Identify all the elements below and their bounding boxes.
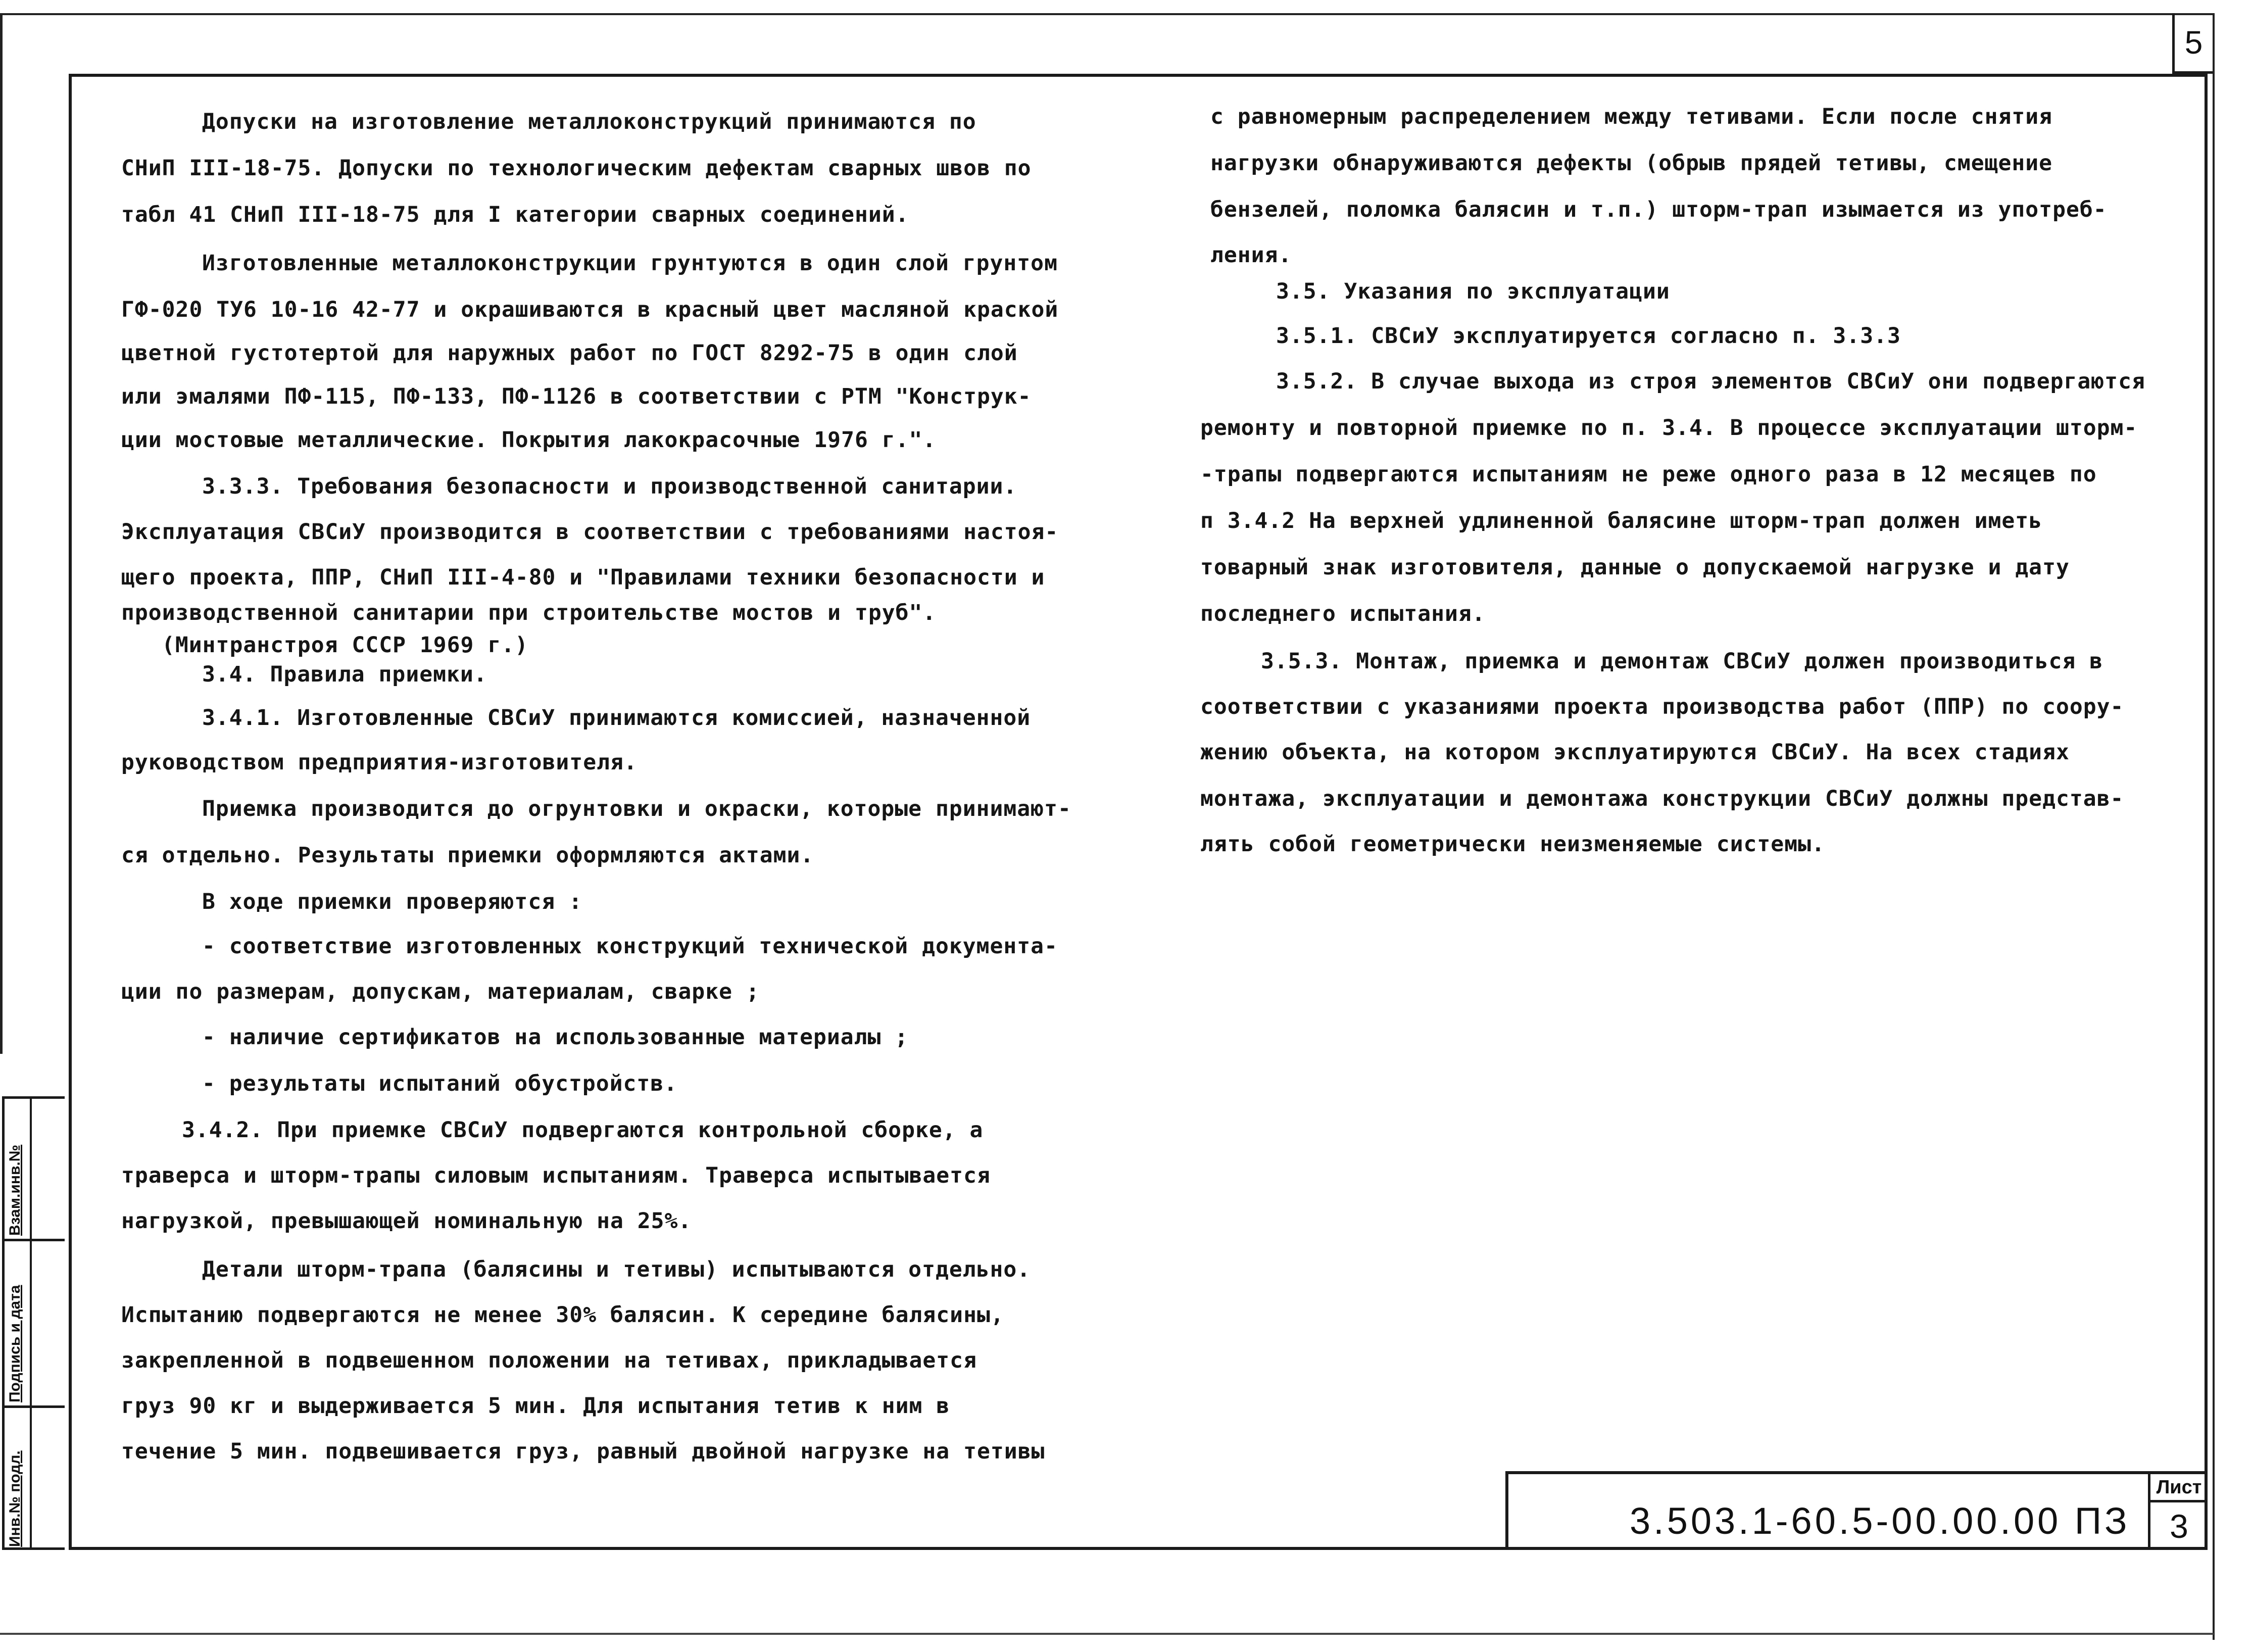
text-line: Приемка производится до огрунтовки и окраски, которые принимают-	[202, 796, 1071, 821]
text-line: 3.5.1. СВСиУ эксплуатируется согласно п. 3.3.3	[1276, 323, 1901, 349]
text-line: -трапы подвергаются испытаниям не реже одного раза в 12 месяцев по	[1200, 462, 2097, 487]
text-line: табл 41 СНиП III-18-75 для I категории сварных соединений.	[121, 202, 909, 227]
text-line: нагрузки обнаруживаются дефекты (обрыв прядей тетивы, смещение	[1210, 151, 2053, 176]
binding-label-podpis: Подпись и дата	[7, 1285, 23, 1402]
text-line: щего проекта, ППР, СНиП III-4-80 и "Правилами техники безопасности и	[121, 565, 1045, 590]
text-line: Испытанию подвергаются не менее 30% балясин. К середине балясины,	[121, 1302, 1004, 1328]
binding-stamp	[2, 1096, 65, 1550]
sheet-cell	[2148, 1474, 2208, 1550]
text-line: Детали шторм-трапа (балясины и тетивы) испытываются отдельно.	[202, 1257, 1031, 1282]
text-line: - наличие сертификатов на использованные материалы ;	[202, 1025, 909, 1050]
text-line: последнего испытания.	[1200, 601, 1486, 626]
text-line: Допуски на изготовление металлоконструкций принимаются по	[202, 109, 976, 134]
binding-cell-inv	[5, 1408, 65, 1550]
text-line: п 3.4.2 На верхней удлиненной балясине шторм-трап должен иметь	[1200, 508, 2043, 533]
text-line: 3.4. Правила приемки.	[202, 662, 487, 687]
text-line: соответствии с указаниями проекта производства работ (ППР) по соору-	[1200, 694, 2124, 719]
text-line: цветной густотертой для наружных работ по ГОСТ 8292-75 в один слой	[121, 341, 1018, 366]
text-line: монтажа, эксплуатации и демонтажа конструкции СВСиУ должны представ-	[1200, 786, 2124, 811]
sheet-label: Лист	[2150, 1474, 2208, 1502]
text-line: или эмалями ПФ-115, ПФ-133, ПФ-1126 в соответствии с РТМ "Конструк-	[121, 384, 1032, 409]
text-line: руководством предприятия-изготовителя.	[121, 750, 638, 775]
text-line: лять собой геометрически неизменяемые системы.	[1200, 832, 1825, 857]
text-line: - соответствие изготовленных конструкций технической документа-	[202, 934, 1058, 959]
text-line: бензелей, поломка балясин и т.п.) шторм-трап изымается из употреб-	[1210, 197, 2107, 222]
left-text-column	[121, 109, 1132, 1483]
text-line: 3.3.3. Требования безопасности и производственной санитарии.	[202, 474, 1017, 499]
text-line: течение 5 мин. подвешивается груз, равный двойной нагрузке на тетивы	[121, 1439, 1045, 1464]
text-line: (Минтранстроя СССР 1969 г.)	[162, 633, 528, 658]
page-number: 5	[2172, 13, 2213, 74]
sheet-top-border	[0, 13, 2213, 15]
text-line: Изготовленные металлоконструкции грунтуются в один слой грунтом	[202, 251, 1058, 276]
text-line: траверса и шторм-трапы силовым испытаниям. Траверса испытывается	[121, 1163, 991, 1188]
sheet-number: 3	[2170, 1508, 2188, 1545]
text-line: ГФ-020 ТУ6 10-16 42-77 и окрашиваются в красный цвет масляной краской	[121, 297, 1059, 322]
text-line: товарный знак изготовителя, данные о допускаемой нагрузке и дату	[1200, 555, 2070, 580]
binding-label-inv: Инв.№ подл.	[7, 1450, 23, 1547]
text-line: - результаты испытаний обустройств.	[202, 1071, 678, 1096]
sheet-right-border	[2213, 13, 2215, 1640]
text-line: 3.4.2. При приемке СВСиУ подвергаются контрольной сборке, а	[182, 1117, 984, 1143]
text-line: закрепленной в подвешенном положении на тетивах, прикладывается	[121, 1348, 977, 1373]
title-block	[1505, 1471, 2208, 1550]
text-line: 3.5.2. В случае выхода из строя элементов СВСиУ они подвергаются	[1276, 369, 2145, 394]
document-code: 3.503.1-60.5-00.00.00 ПЗ	[1630, 1500, 2130, 1542]
text-line: ся отдельно. Результаты приемки оформляются актами.	[121, 843, 814, 868]
text-line: В ходе приемки проверяются :	[202, 889, 582, 914]
binding-cell-vzam	[5, 1099, 65, 1241]
text-line: Эксплуатация СВСиУ производится в соответствии с требованиями настоя-	[121, 519, 1059, 545]
text-line: 3.5. Указания по эксплуатации	[1276, 279, 1670, 304]
text-line: груз 90 кг и выдерживается 5 мин. Для испытания тетив к ним в	[121, 1393, 950, 1419]
text-line: производственной санитарии при строительстве мостов и труб".	[121, 600, 937, 625]
binding-label-vzam: Взам.инв.№	[7, 1144, 23, 1236]
binding-cell-podpis	[5, 1241, 65, 1408]
sheet-bottom-border	[0, 1633, 2214, 1635]
right-text-column	[1200, 104, 2190, 892]
text-line: жению объекта, на котором эксплуатируются СВСиУ. На всех стадиях	[1200, 740, 2070, 765]
text-line: ции по размерам, допускам, материалам, сварке ;	[121, 979, 760, 1004]
text-line: с равномерным распределением между тетивами. Если после снятия	[1210, 104, 2053, 129]
sheet-left-edge	[0, 13, 3, 1054]
text-line: 3.5.3. Монтаж, приемка и демонтаж СВСиУ должен производиться в	[1261, 649, 2103, 674]
text-line: нагрузкой, превышающей номинальную на 25%.	[121, 1208, 692, 1234]
text-line: ремонту и повторной приемке по п. 3.4. В процессе эксплуатации шторм-	[1200, 415, 2138, 441]
text-line: 3.4.1. Изготовленные СВСиУ принимаются комиссией, назначенной	[202, 705, 1031, 731]
text-line: ления.	[1210, 242, 1292, 268]
text-line: ции мостовые металлические. Покрытия лакокрасочные 1976 г.".	[121, 427, 937, 453]
text-line: СНиП III-18-75. Допуски по технологическим дефектам сварных швов по	[121, 156, 1032, 181]
